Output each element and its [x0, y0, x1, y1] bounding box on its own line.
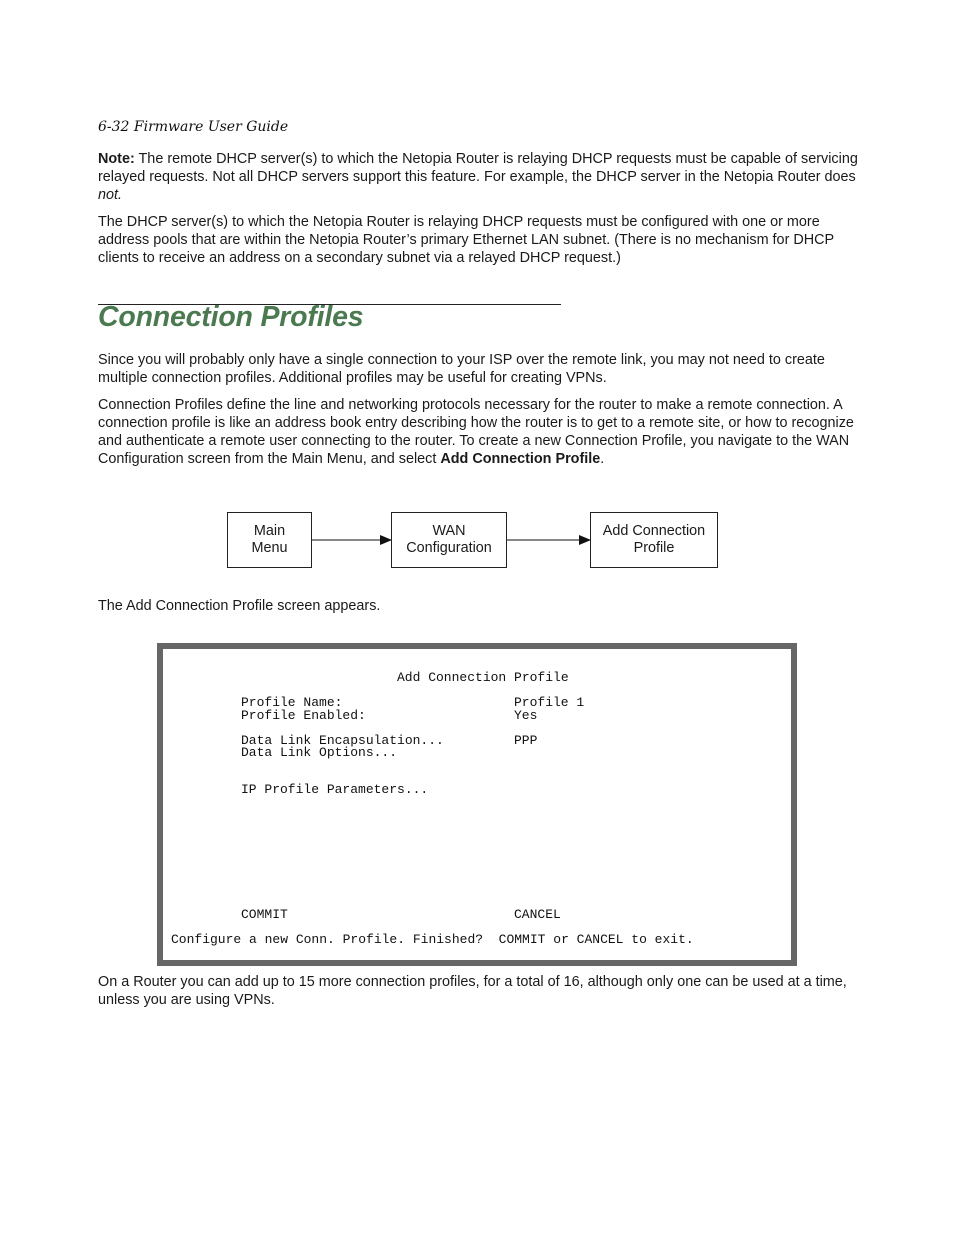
note-paragraph	[98, 150, 858, 204]
ip-profile-parameters-item[interactable]: IP Profile Parameters...	[241, 782, 429, 797]
note-text: The remote DHCP server(s) to which the Netopia Router is relaying DHCP requests must be capable of servicing relayed requests. Not all DHCP servers support this feature. For example, the DHCP server in the Netopia Router does	[98, 151, 858, 185]
profile-enabled-label: Profile Enabled:	[241, 708, 366, 723]
note-label: Note:	[98, 151, 135, 167]
intro-paragraph: Since you will probably only have a single connection to your ISP over the remote link, you may not need to create multiple connection profiles. Additional profiles may be useful for creating VPNs.	[98, 352, 825, 386]
screen-appears-paragraph: The Add Connection Profile screen appears.	[98, 598, 381, 614]
section-title: Connection Profiles	[98, 301, 364, 333]
cancel-button[interactable]: CANCEL	[514, 907, 561, 922]
data-link-options-item[interactable]: Data Link Options...	[241, 745, 398, 760]
definition-text: Connection Profiles define the line and networking protocols necessary for the router to make a remote connection. A connection profile is like an address book entry describing how the router is to get to a remote site, or how to recognize and authenticate a remote user connecting to the router. To create a new Connection Profile, you navigate to the WAN Configuration screen from the Main Menu, and select	[98, 397, 854, 467]
profile-name-value[interactable]: Profile 1	[514, 695, 585, 710]
definition-bold: Add Connection Profile	[440, 451, 601, 467]
profile-enabled-value[interactable]: Yes	[514, 708, 538, 723]
data-link-encapsulation-value: PPP	[514, 733, 538, 748]
terminal-title: Add Connection Profile	[397, 670, 569, 685]
flow-node-main-menu: Main Menu	[227, 512, 312, 568]
profile-name-label: Profile Name:	[241, 695, 343, 710]
dhcp-pools-paragraph: The DHCP server(s) to which the Netopia Router is relaying DHCP requests must be configured with one or more address pools that are within the Netopia Router’s primary Ethernet LAN subnet. (There is no mechanism for DHCP clients to receive an address on a secondary subnet via a relayed DHCP request.)	[98, 214, 834, 266]
flow-node-add-connection-profile: Add Connection Profile	[590, 512, 718, 568]
commit-button[interactable]: COMMIT	[241, 907, 288, 922]
definition-paragraph	[98, 396, 858, 468]
note-emphasis: not.	[98, 187, 123, 203]
terminal-screen	[157, 643, 797, 966]
closing-paragraph: On a Router you can add up to 15 more connection profiles, for a total of 16, although only one can be used at a time, unless you are using VPNs.	[98, 974, 847, 1008]
definition-end: .	[600, 451, 605, 467]
flow-node-wan-configuration: WAN Configuration	[391, 512, 507, 568]
data-link-encapsulation-item[interactable]: Data Link Encapsulation...	[241, 733, 444, 748]
page-header: 6-32 Firmware User Guide	[98, 119, 289, 135]
terminal-status-line: Configure a new Conn. Profile. Finished? COMMIT or CANCEL to exit.	[171, 932, 694, 947]
